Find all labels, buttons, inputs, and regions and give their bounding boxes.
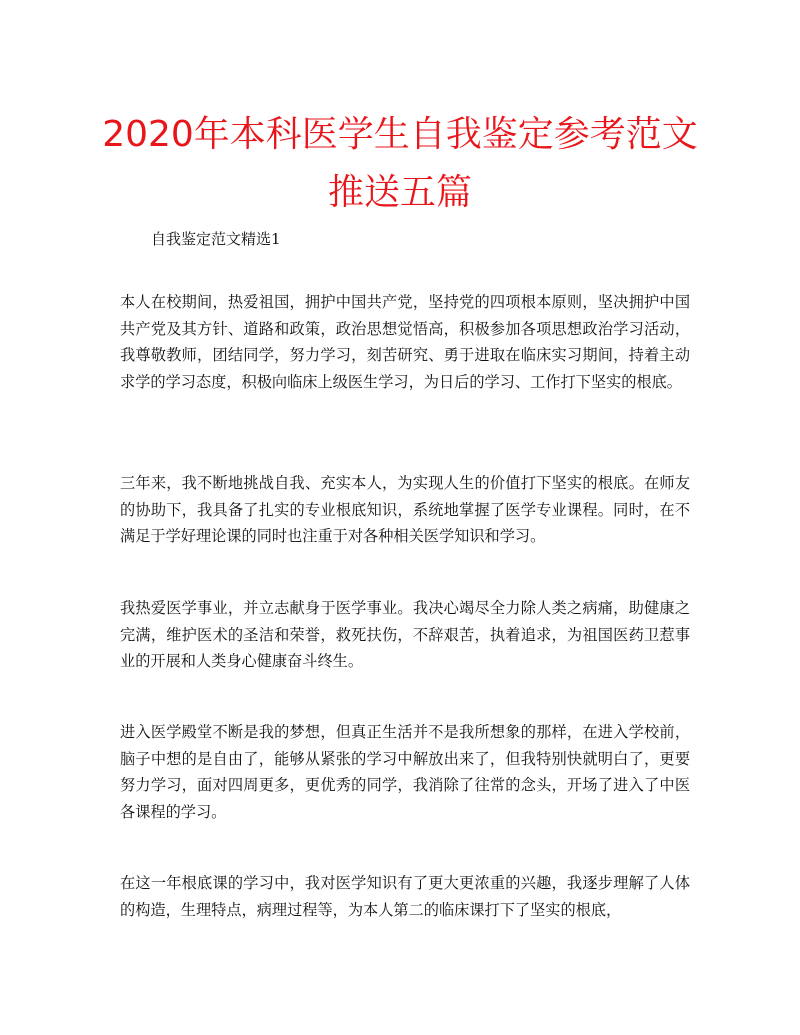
paragraph-3: 我热爱医学事业，并立志献身于医学事业。我决心竭尽全力除人类之病痛，助健康之完满，维护医术的圣洁和荣誉，救死扶伤，不辞艰苦，执着追求，为祖国医药卫惹事业的开展和人类身心健康奋斗终生。 [120,599,690,671]
paragraph-2: 三年来，我不断地挑战自我、充实本人，为实现人生的价值打下坚实的根底。在师友的协助下，我具备了扎实的专业根底知识，系统地掌握了医学专业课程。同时，在不满足于学好理论课的同时也注重于对各种相关医学知识和学习。 [120,474,690,546]
section-heading: 自我鉴定范文精选1 [151,230,281,248]
paragraph-1: 本人在校期间，热爱祖国，拥护中国共产党，坚持党的四项根本原则，坚决拥护中国共产党及其方针、道路和政策，政治思想觉悟高，积极参加各项思想政治学习活动，我尊敬教师，团结同学，努力学习，刻苦研究、勇于进取在临床实习期间，持着主动求学的学习态度，积极向临床上级医生学习，为日后的学习、工作打下坚实的根底。 [120,293,690,391]
paragraph-4: 进入医学殿堂不断是我的梦想，但真正生活并不是我所想象的那样，在进入学校前，脑子中想的是自由了，能够从紧张的学习中解放出来了，但我特别快就明白了，更要努力学习，面对四周更多，更优秀的同学，我消除了往常的念头，开场了进入了中医各课程的学习。 [120,723,690,821]
paragraph-5: 在这一年根底课的学习中，我对医学知识有了更大更浓重的兴趣，我逐步理解了人体的构造，生理特点，病理过程等，为本人第二的临床课打下了坚实的根底， [120,874,690,919]
document-title: 2020年本科医学生自我鉴定参考范文推送五篇 [102,114,698,213]
